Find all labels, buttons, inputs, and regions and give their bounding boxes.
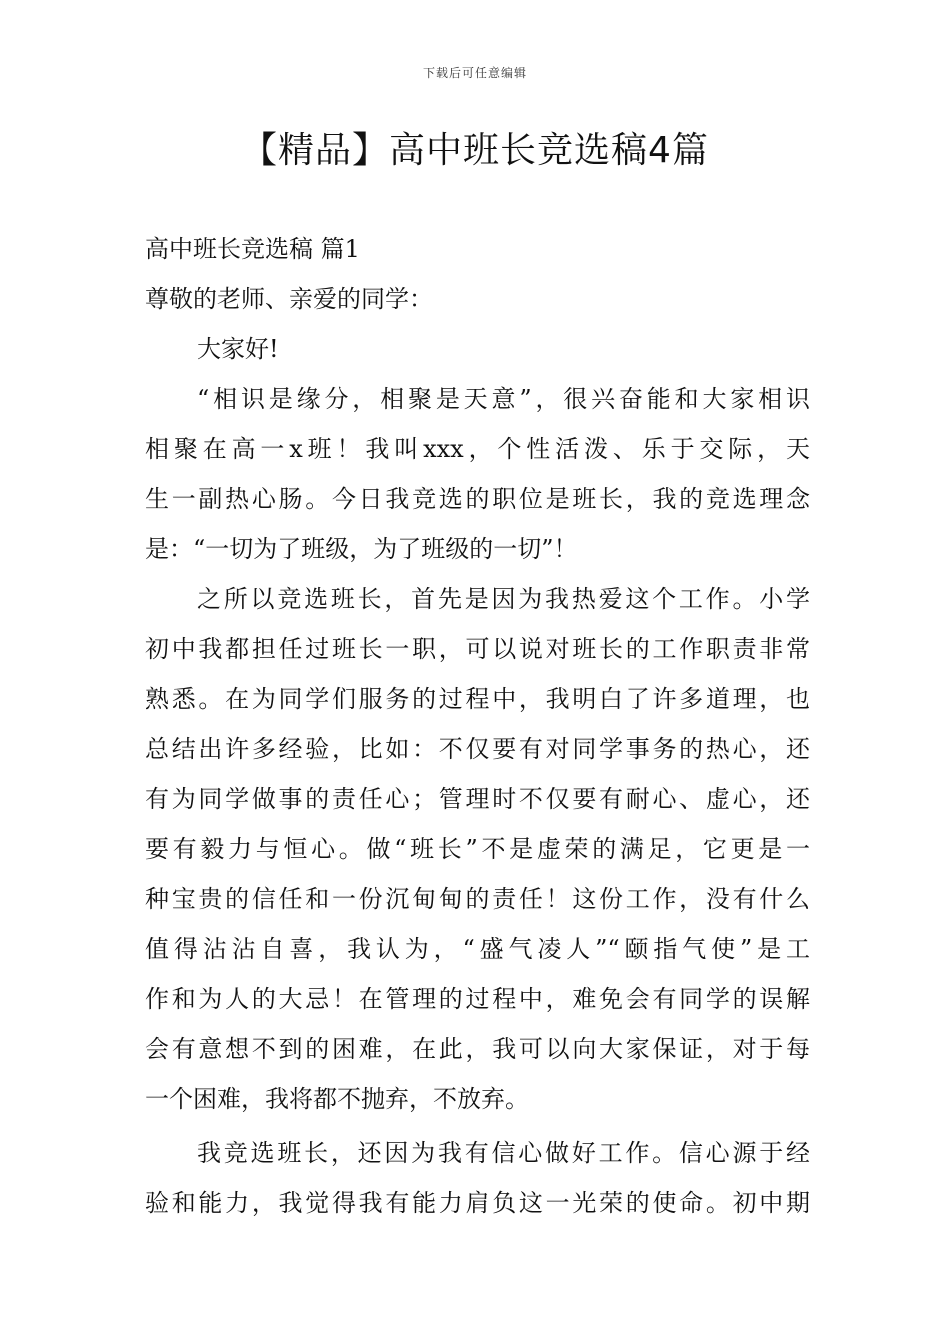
paragraph-line: 是：“一切为了班级，为了班级的一切”！ — [145, 535, 578, 563]
paragraph-line: 值得沾沾自喜，我认为，“盛气凌人”“颐指气使”是工 — [145, 935, 810, 963]
paragraph-line: 初中我都担任过班长一职，可以说对班长的工作职责非常 — [145, 635, 810, 663]
paragraph-line: 之所以竞选班长，首先是因为我热爱这个工作。小学 — [197, 585, 810, 613]
salutation: 尊敬的老师、亲爱的同学： — [145, 285, 433, 313]
paragraph-line: 验和能力，我觉得我有能力肩负这一光荣的使命。初中期 — [145, 1189, 810, 1217]
paragraph-line: 总结出许多经验，比如：不仅要有对同学事务的热心，还 — [145, 735, 810, 763]
document-body — [145, 224, 810, 1228]
paragraph-line: 一个困难，我将都不抛弃，不放弃。 — [145, 1085, 529, 1113]
paragraph-line: “相识是缘分，相聚是天意”，很兴奋能和大家相识 — [197, 385, 810, 413]
paragraph-line: 相聚在高一x班！我叫xxx，个性活泼、乐于交际，天 — [145, 435, 810, 463]
paragraph-line: 我竞选班长，还因为我有信心做好工作。信心源于经 — [197, 1139, 810, 1167]
paragraph-line: 种宝贵的信任和一份沉甸甸的责任！这份工作，没有什么 — [145, 885, 810, 913]
document-title: 【精品】高中班长竞选稿4篇 — [241, 130, 709, 171]
paragraph-line: 要有毅力与恒心。做“班长”不是虚荣的满足，它更是一 — [145, 835, 810, 863]
header-note: 下载后可任意编辑 — [422, 66, 527, 80]
section-heading: 高中班长竞选稿 篇1 — [145, 235, 360, 263]
paragraph-line: 会有意想不到的困难，在此，我可以向大家保证，对于每 — [145, 1035, 810, 1063]
paragraph-line: 有为同学做事的责任心；管理时不仅要有耐心、虚心，还 — [145, 785, 810, 813]
greeting: 大家好! — [197, 335, 279, 363]
paragraph-line: 生一副热心肠。今日我竞选的职位是班长，我的竞选理念 — [145, 485, 810, 513]
paragraph-line: 作和为人的大忌！在管理的过程中，难免会有同学的误解 — [145, 985, 810, 1013]
paragraph-line: 熟悉。在为同学们服务的过程中，我明白了许多道理，也 — [145, 685, 810, 713]
